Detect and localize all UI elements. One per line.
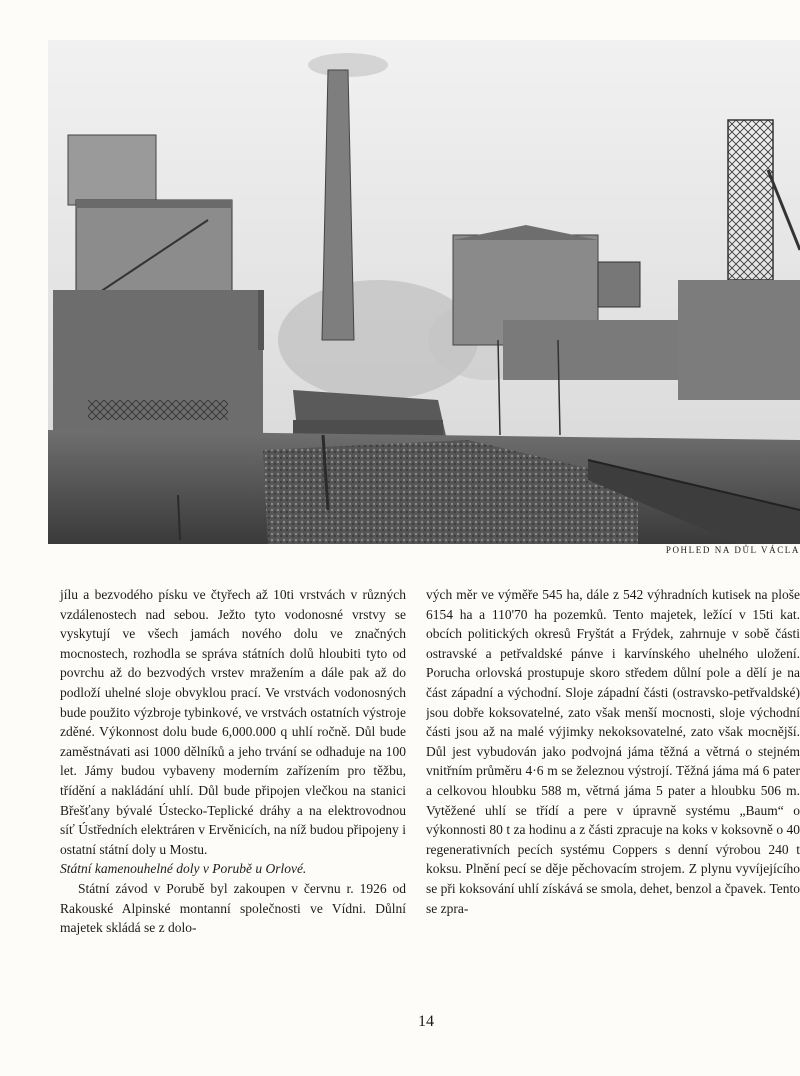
photo-caption: POHLED NA DŮL VÁCLA [665, 545, 800, 555]
page-number: 14 [418, 1013, 434, 1030]
section-heading: Státní kamenouhelné doly v Porubě u Orlové. [60, 861, 307, 877]
paragraph: Státní závod v Porubě byl zakoupen v červnu r. 1926 od Rakouské Alpinské montanní společnosti ve Vídni. Důlní majetek skládá se z dolo- [60, 880, 406, 936]
mine-photo-illustration [48, 40, 800, 544]
paragraph: vých měr ve výměře 545 ha, dále z 542 výhradních kutisek na ploše 6154 ha a 110'70 ha pozemků. Tento majetek, ležící v 15ti kat. obcích politických okresů Fryštát a Frýdek, zahrnuje v sobě části ostravské a petřvaldské pánve i karvínského uhelného uložení. Porucha orlovská prostupuje skoro středem důlní pole a dělí je na část západní a východní. Sloje západní části (ostravsko-petřvaldské) jsou dobře koksovatelné, zato však menší mocnosti, sloje východní části jsou až na malé výjimky nekoksovatelné, zato však mocnější. Důl jest vybudován jako podvojná jáma těžná a větrná o stejném vnitřním průměru 4·6 m se železnou výstrojí. Těžná jáma má 6 pater a celkovou hloubku 588 m, větrná jáma 5 pater a hloubku 506 m. Vytěžené uhlí se třídí a pere v úpravně systému „Baum“ o výkonnosti 80 t za hodinu a z části zpracuje na koks v koksovně o 40 regenerativních pecích systému Coppers s denní výrobou 240 t koksu. Plnění pecí se děje pěchovacím strojem. Z plynu vyvíjejícího se při koksování uhlí získává se smola, dehet, benzol a čpavek. Tento se zpra- [426, 587, 800, 916]
text-column-left [60, 585, 406, 938]
mine-photograph [48, 40, 800, 544]
paragraph: jílu a bezvodého písku ve čtyřech až 10ti vrstvách v různých vzdálenostech nad sebou. Ježto tyto vodonosné vrstvy se vyskytují ve všech jamách nového dolu ve značných mocnostech, rozhodla se správa státních dolů hloubiti tyto od povrchu až do bezvodých vrstev mražením a dále pak až do podloží uhelné sloje obvyklou prací. Ve vrstvách vodonosných bude použito výzbroje tybinkové, ve vrstvách ostatních výstroje zděné. Výkonnost dolu bude 6,000.000 q uhlí ročně. Důl bude zaměstnávati asi 1000 dělníků a jeho trvání se odhaduje na 100 let. Jámy budou vybaveny moderním zařízením pro těžbu, třídění a nakládání uhlí. Důl bude připojen vlečkou na stanici Břešťany bývalé Ústecko-Teplické dráhy a na elektrovodnou síť Ústředních elektráren v Ervěnicích, na níž budou připojeny i ostatní státní doly u Mostu. [60, 587, 406, 857]
text-column-right [426, 585, 800, 918]
